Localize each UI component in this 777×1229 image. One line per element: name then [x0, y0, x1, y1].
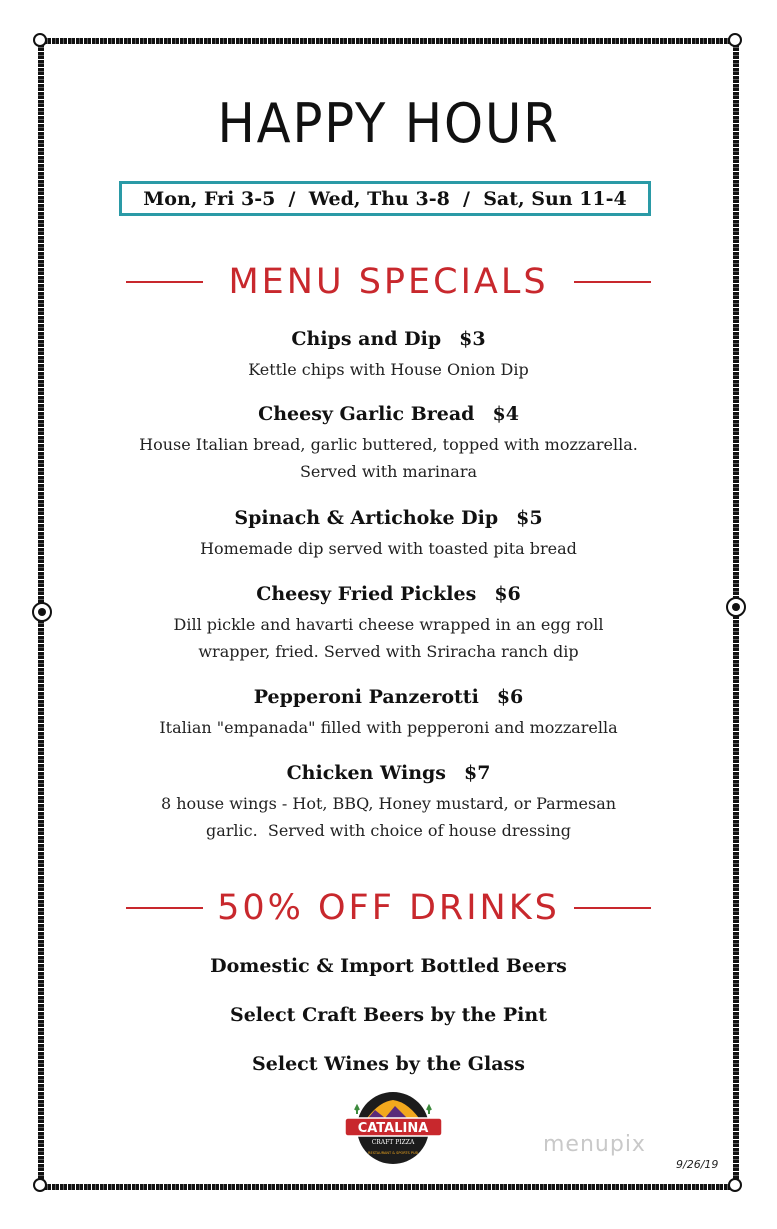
description-line: Homemade dip served with toasted pita bread	[200, 539, 577, 558]
item-title	[110, 328, 667, 350]
description-line: Italian "empanada" filled with pepperoni and mozzarella	[159, 718, 618, 737]
item-price: $6	[496, 686, 524, 708]
item-name: Pepperoni Panzerotti	[253, 686, 479, 708]
menupix-watermark: menupix	[543, 1132, 646, 1157]
medallion-ornament-left	[32, 602, 52, 622]
item-name: Chicken Wings	[286, 762, 446, 784]
description-line: House Italian bread, garlic buttered, topped with mozzarella.	[139, 435, 638, 454]
divider-rule	[574, 907, 651, 909]
menu-item	[110, 762, 667, 844]
description-line: Dill pickle and havarti cheese wrapped in an egg roll	[173, 615, 604, 634]
menu-item	[110, 507, 667, 562]
item-description	[110, 431, 667, 485]
drink-item: Select Craft Beers by the Pint	[230, 1004, 547, 1026]
menu-item	[110, 403, 667, 485]
item-description	[110, 790, 667, 844]
item-name: Spinach & Artichoke Dip	[234, 507, 499, 529]
description-line: Served with marinara	[299, 462, 478, 481]
logo-name: CATALINA	[357, 1121, 429, 1136]
menu-item	[110, 328, 667, 383]
corner-ornament-bottom-left	[33, 1178, 47, 1192]
description-line: garlic. Served with choice of house dressing	[205, 821, 572, 840]
menu-specials-heading	[126, 262, 651, 302]
drinks-title: 50% OFF DRINKS	[217, 888, 560, 928]
bottom-border	[40, 1184, 737, 1190]
divider-rule	[126, 281, 203, 283]
item-price: $7	[463, 762, 491, 784]
item-price: $4	[492, 403, 519, 425]
divider-rule	[126, 907, 203, 909]
drink-item: Select Wines by the Glass	[252, 1053, 525, 1075]
item-title	[110, 507, 667, 529]
hours-box	[119, 181, 651, 216]
corner-ornament-bottom-right	[728, 1178, 742, 1192]
menu-item	[110, 583, 667, 665]
description-line: 8 house wings - Hot, BBQ, Honey mustard, or Parmesan	[160, 794, 617, 813]
item-description	[110, 714, 667, 741]
item-price: $6	[494, 583, 521, 605]
item-description	[110, 356, 667, 383]
item-description	[110, 535, 667, 562]
drink-item: Domestic & Import Bottled Beers	[210, 955, 567, 977]
item-title	[110, 583, 667, 605]
description-line: Kettle chips with House Onion Dip	[248, 360, 529, 379]
item-title	[110, 762, 667, 784]
item-title	[110, 686, 667, 708]
catalina-logo	[337, 1088, 450, 1168]
item-name: Chips and Dip	[291, 328, 442, 350]
menu-date: 9/26/19	[676, 1158, 719, 1171]
item-description	[110, 611, 667, 665]
corner-ornament-top-left	[33, 33, 47, 47]
top-border	[40, 38, 737, 44]
item-price: $3	[459, 328, 486, 350]
corner-ornament-top-right	[728, 33, 742, 47]
divider-rule	[574, 281, 651, 283]
item-title	[110, 403, 667, 425]
item-price: $5	[516, 507, 543, 529]
page-title: HAPPY HOUR	[217, 92, 560, 155]
menu-specials-title: MENU SPECIALS	[228, 262, 549, 302]
drinks-heading	[126, 888, 651, 928]
menu-item	[110, 686, 667, 741]
logo-tagline: CRAFT PIZZA	[371, 1139, 415, 1146]
logo-subline: RESTAURANT & SPORTS PUB	[368, 1151, 418, 1155]
item-name: Cheesy Garlic Bread	[258, 403, 475, 425]
description-line: wrapper, fried. Served with Sriracha ranch dip	[198, 642, 579, 661]
hours-text: Mon, Fri 3-5 / Wed, Thu 3-8 / Sat, Sun 11-4	[143, 187, 627, 210]
medallion-ornament-right	[726, 597, 746, 617]
item-name: Cheesy Fried Pickles	[256, 583, 477, 605]
